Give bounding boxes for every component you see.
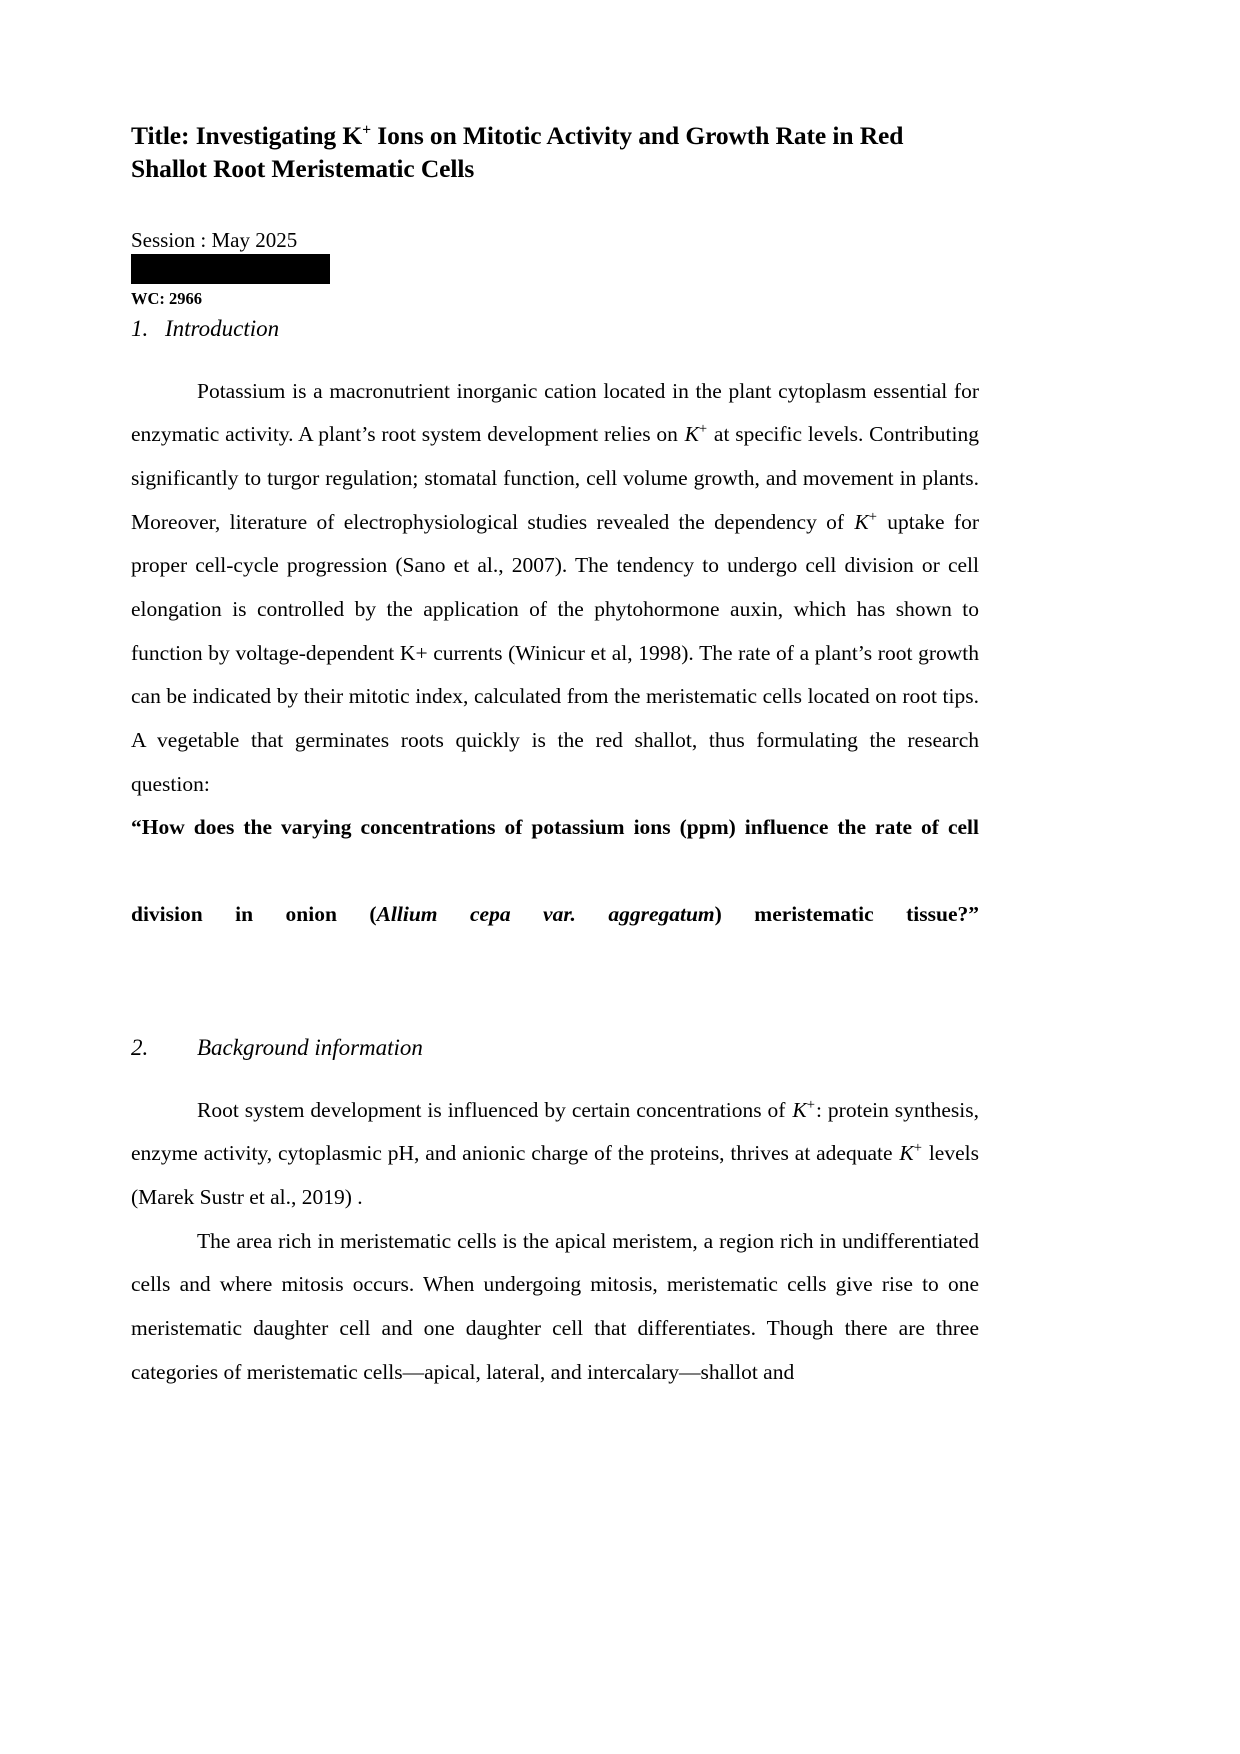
potassium-ion-symbol-3	[791, 1098, 816, 1122]
math-variable-k: K	[684, 422, 699, 447]
intro-text-part-2: at specific levels. Contributing significantly to turgor regulation; stomatal function, cell volume growth, and movement in plants. Moreover, literature of electrophysiological studies revealed the dependency of	[131, 422, 979, 534]
math-variable-k: K	[792, 1097, 807, 1122]
page-content	[131, 120, 979, 1394]
math-variable-k: K	[854, 509, 869, 534]
intro-text-part-3: uptake for proper cell-cycle progression (Sano et al., 2007). The tendency to undergo cell division or cell elongation is controlled by the application of the phytohormone auxin, which has shown to function by voltage-dependent K+ currents (Winicur et al, 1998). The rate of a plant’s root growth can be indicated by their mitotic index, calculated from the meristematic cells located on root tips. A vegetable that germinates roots quickly is the red shallot, thus formulating the research question:	[131, 509, 979, 796]
background-text-part-1: Root system development is influenced by certain concentrations of	[197, 1097, 792, 1122]
background-text-part-2: : protein synthesis, enzyme activity, cytoplasmic pH, and anionic charge of the proteins, thrives at adequate	[131, 1097, 979, 1166]
section-spacer	[131, 981, 979, 1027]
research-question-line-2	[131, 893, 979, 980]
background-text-part-3: levels (Marek Sustr et al., 2019) .	[131, 1141, 979, 1209]
math-variable-k: K	[899, 1141, 914, 1166]
word-count-label: WC: 2966	[131, 288, 203, 308]
potassium-ion-symbol-1	[684, 422, 709, 446]
intro-text-part-1: Potassium is a macronutrient inorganic cation located in the plant cytoplasm essential for enzymatic activity. A plant’s root system development relies on	[131, 378, 979, 447]
rq-line2-after: ) meristematic tissue?”	[714, 902, 979, 927]
section-heading-introduction	[131, 314, 979, 344]
math-superscript-plus: +	[868, 508, 877, 525]
title-rest: Ions on Mitotic Activity and Growth Rate in Red Shallot Root Meristematic Cells	[131, 121, 904, 183]
introduction-paragraph	[131, 370, 979, 806]
math-superscript-plus: +	[913, 1140, 922, 1157]
rq-line2-before: division in onion (	[131, 902, 377, 927]
research-question	[131, 806, 979, 981]
title-superscript-plus: +	[362, 121, 371, 139]
math-superscript-plus: +	[806, 1096, 816, 1113]
redacted-name-bar	[131, 254, 330, 284]
potassium-ion-symbol-2	[853, 510, 878, 534]
section-heading-background-information	[131, 1033, 979, 1063]
background-paragraph-2: The area rich in meristematic cells is the apical meristem, a region rich in undifferentiated cells and where mitosis occurs. When undergoing mitosis, meristematic cells give rise to one meristematic daughter cell and one daughter cell that differentiates. Though there are three categories of meristematic cells—apical, lateral, and intercalary—shallot and	[131, 1228, 979, 1384]
section-number: 1.	[131, 315, 149, 341]
title-prefix: Title: Investigating K	[131, 121, 363, 150]
background-paragraph-1	[131, 1089, 979, 1220]
section-title: Background information	[197, 1034, 423, 1060]
potassium-ion-symbol-4	[898, 1141, 923, 1165]
page-title	[131, 120, 979, 185]
species-name: Allium cepa var. aggregatum	[376, 902, 715, 927]
math-superscript-plus: +	[698, 421, 708, 438]
session-label: Session : May 2025	[131, 228, 298, 253]
metadata-block	[131, 229, 979, 308]
section-title: Introduction	[165, 315, 280, 341]
research-question-line-1: “How does the varying concentrations of potassium ions (ppm) influence the rate of cell	[131, 815, 979, 840]
section-number: 2.	[131, 1034, 149, 1060]
